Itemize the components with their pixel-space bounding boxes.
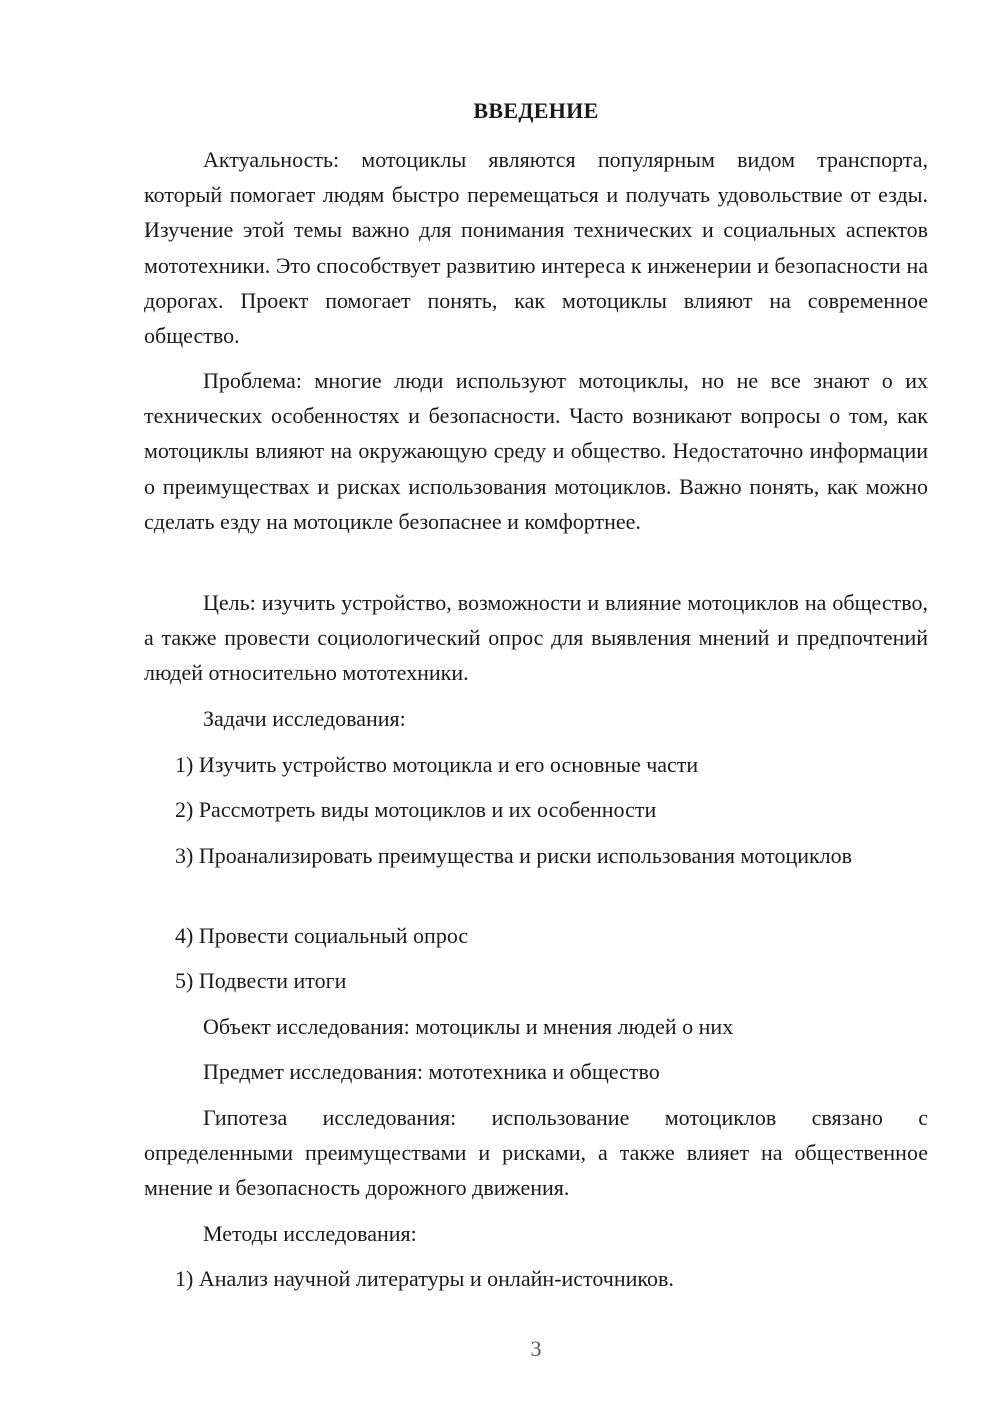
tasks-heading: Задачи исследования:: [203, 706, 406, 731]
list-item: 5) Подвести итоги: [175, 968, 347, 993]
methods-heading: Методы исследования:: [203, 1221, 417, 1246]
list-item: 2) Рассмотреть виды мотоциклов и их особенности: [175, 797, 657, 822]
list-item: 3) Проанализировать преимущества и риски использования мотоциклов: [175, 843, 853, 868]
paragraph-object: Объект исследования: мотоциклы и мнения людей о них: [203, 1014, 734, 1039]
page-number: 3: [530, 1336, 542, 1361]
paragraph-problem: Проблема: многие люди используют мотоциклы, но не все знают о их технических особенностях и безопасности. Часто возникают вопросы о том, как мотоциклы влияют на окружающую среду и общество. Недостаточно информации о преимуществах и рисках использования мотоциклов. Важно понять, как можно сделать езду на мотоцикле безопаснее и комфортнее.: [144, 368, 928, 534]
list-item: 1) Изучить устройство мотоцикла и его основные части: [175, 752, 699, 777]
paragraph-subject: Предмет исследования: мототехника и общество: [203, 1059, 660, 1084]
page-title: ВВЕДЕНИЕ: [473, 98, 599, 123]
list-item: 1) Анализ научной литературы и онлайн-источников.: [175, 1266, 674, 1291]
list-item: 4) Провести социальный опрос: [175, 923, 469, 948]
paragraph-goal: Цель: изучить устройство, возможности и влияние мотоциклов на общество, а также провести социологический опрос для выявления мнений и предпочтений людей относительно мототехники.: [144, 590, 928, 686]
paragraph-relevance: Актуальность: мотоциклы являются популярным видом транспорта, который помогает людям быстро перемещаться и получать удовольствие от езды. Изучение этой темы важно для понимания технических и социальных аспектов мототехники. Это способствует развитию интереса к инженерии и безопасности на дорогах. Проект помогает понять, как мотоциклы влияют на современное общество.: [144, 147, 928, 349]
paragraph-hypothesis: Гипотеза исследования: использование мотоциклов связано с определенными преимуществами и рисками, а также влияет на общественное мнение и безопасность дорожного движения.: [144, 1105, 928, 1201]
